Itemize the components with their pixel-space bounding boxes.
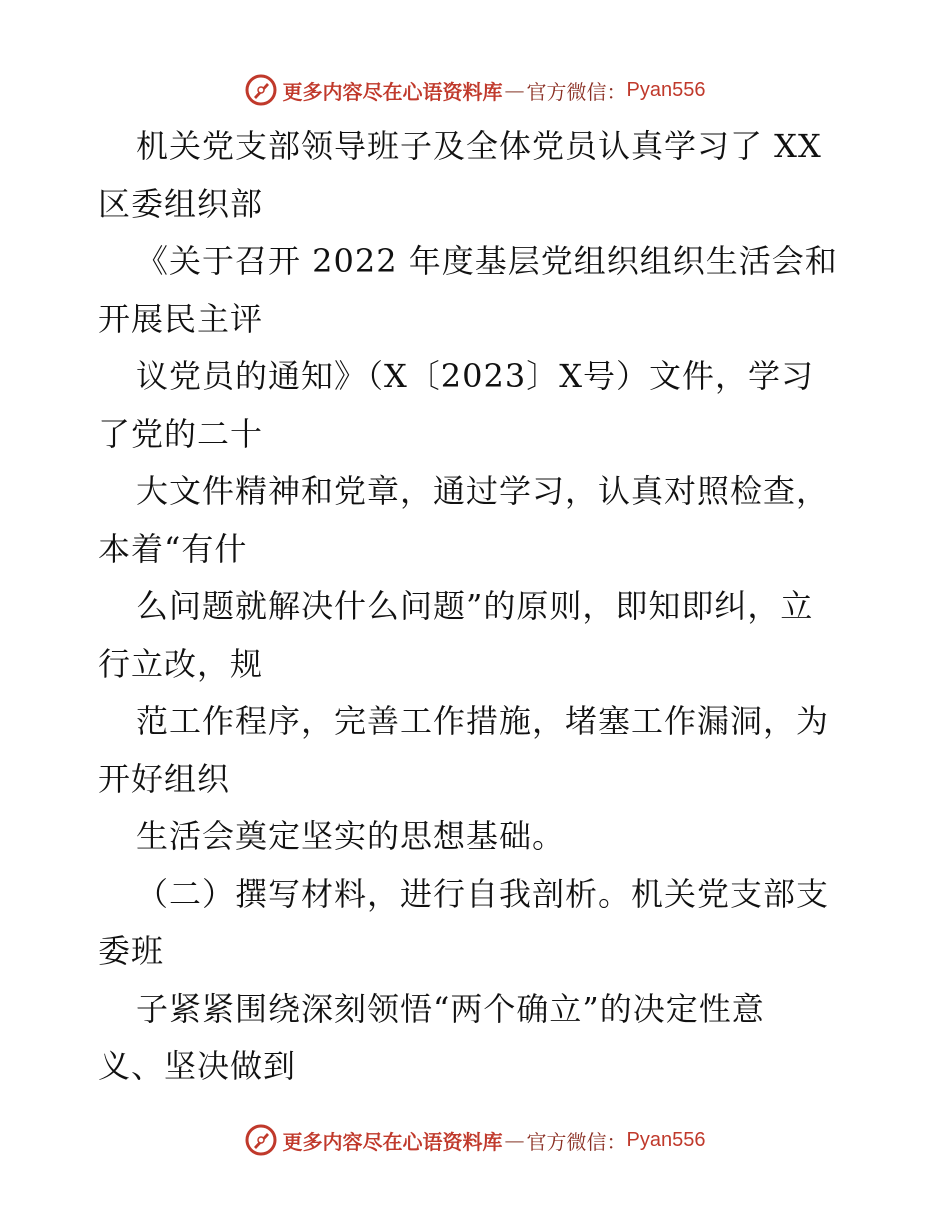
banner-wechat-label: 官方微信： [526,1129,627,1154]
text-line: 委班 [98,932,165,970]
banner-wechat-label: 官方微信： [526,79,627,104]
text-line: 本着“有什 [98,529,248,568]
text-line: 生活会奠定坚实的思想基础。 [136,817,566,855]
quill-logo-icon [245,74,277,106]
text-line: 大文件精神和党章，通过学习，认真对照检查， [136,472,830,510]
text-line: 区委组织部 [98,184,264,223]
text-line: 义、坚决做到 [98,1047,297,1085]
text-line: 机关党支部领导班子及全体党员认真学习了 XX [136,127,822,165]
text-line: （二）撰写材料，进行自我剖析。机关党支部支 [136,874,830,913]
banner-brand: 更多内容尽在心语资料库 [282,1129,503,1154]
text-line: 子紧紧围绕深刻领悟“两个确立”的决定性意 [136,989,765,1028]
banner-account: Pyan556 [626,78,706,101]
text-line: 行立改，规 [98,644,264,683]
document-body [98,118,858,1096]
text-line: 《关于召开 2022 年度基层党组织组织生活会和 [136,242,838,280]
banner-separator: — [504,1128,525,1152]
banner-brand: 更多内容尽在心语资料库 [282,79,503,104]
banner-separator: — [504,78,525,102]
header-banner [0,70,950,110]
banner-account: Pyan556 [626,1128,706,1151]
footer-banner [0,1120,950,1160]
text-line: 议党员的通知》（X〔2023〕X号）文件，学习 [136,357,815,395]
text-line: 了党的二十 [98,414,264,453]
text-line: 么问题就解决什么问题”的原则，即知即纠，立 [136,587,814,625]
text-line: 范工作程序，完善工作措施，堵塞工作漏洞，为 [136,702,830,740]
quill-logo-icon [245,1124,277,1156]
text-line: 开好组织 [98,759,231,798]
text-line: 开展民主评 [98,299,264,338]
